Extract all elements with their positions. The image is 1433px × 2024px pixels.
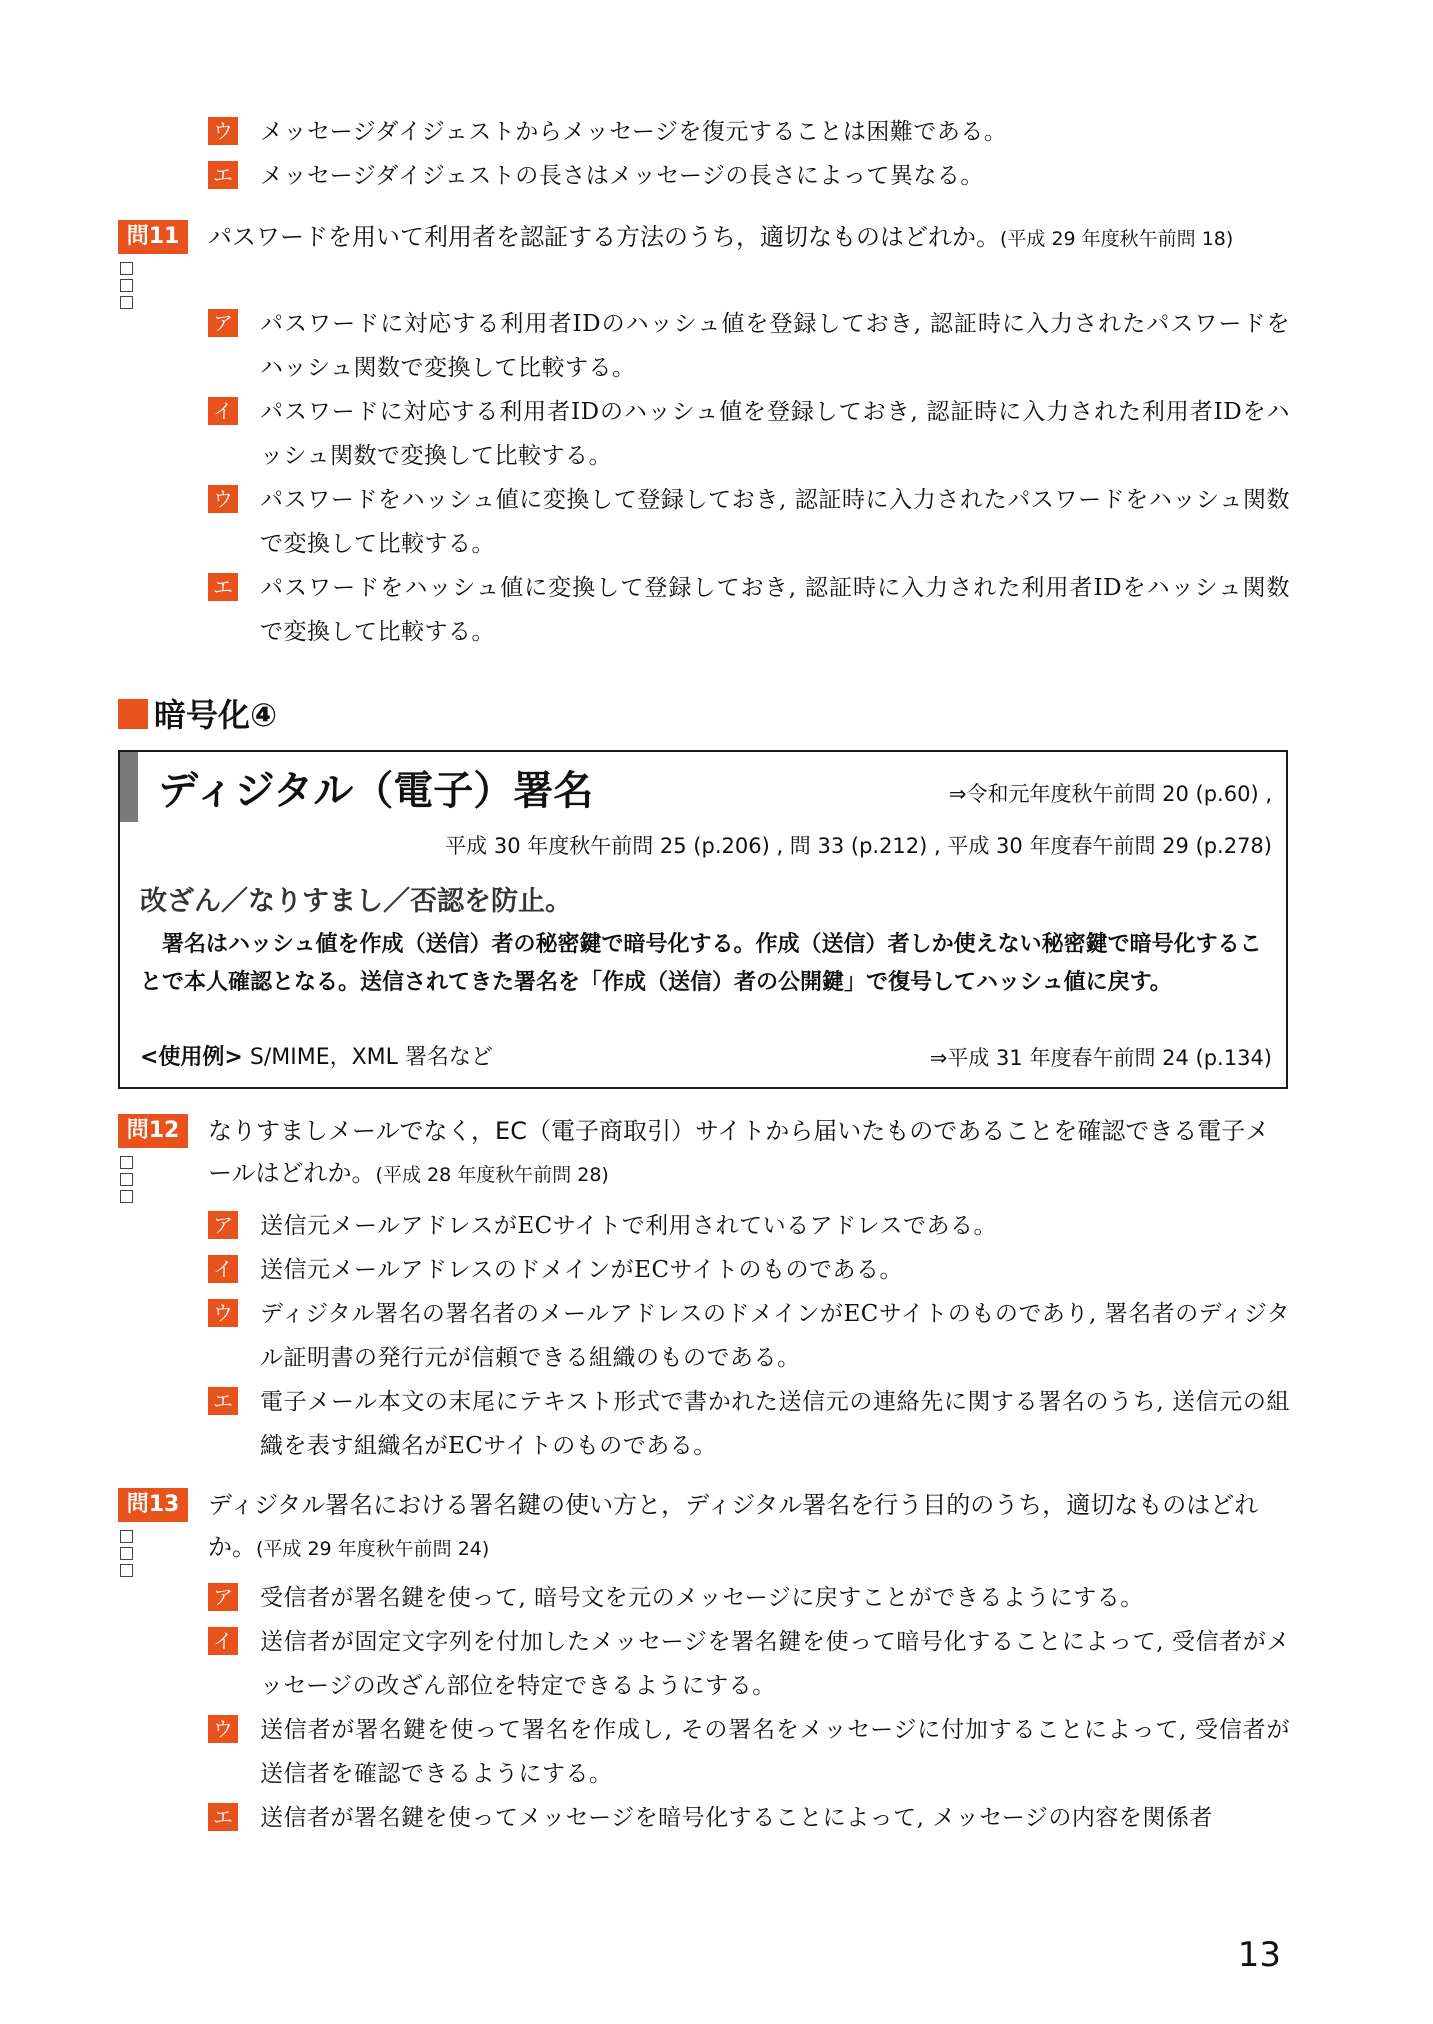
choice-text: 送信者が固定文字列を付加したメッセージを署名鍵を使って暗号化することによって, 受信者がメッセージの改ざん部位を特定できるようにする。 xyxy=(260,1629,1290,1699)
choice-label: イ xyxy=(208,1255,238,1283)
checkboxes[interactable] xyxy=(120,1530,134,1581)
question-source: (平成 28 年度秋午前問 28) xyxy=(375,1164,609,1186)
choice-text: メッセージダイジェストからメッセージを復元することは困難である。 xyxy=(260,119,1008,145)
question-badge: 問11 xyxy=(118,220,188,254)
question-source: (平成 29 年度秋午前問 18) xyxy=(1000,228,1234,250)
square-icon xyxy=(118,699,148,729)
question-source: (平成 29 年度秋午前問 24) xyxy=(256,1538,490,1560)
question-text: パスワードを用いて利用者を認証する方法のうち，適切なものはどれか。(平成 29 年度秋午前問 18) xyxy=(208,223,1234,251)
choice-text: 電子メール本文の末尾にテキスト形式で書かれた送信元の連絡先に関する署名のうち, 送信元の組織を表す組織名がECサイトのものである。 xyxy=(260,1389,1290,1459)
checkboxes[interactable] xyxy=(120,1156,134,1207)
choice-text: 送信元メールアドレスがECサイトで利用されているアドレスである。 xyxy=(260,1213,997,1239)
keypoint-reference: ⇒平成 31 年度春午前問 24 (p.134) xyxy=(929,1046,1272,1070)
choice-text: パスワードをハッシュ値に変換して登録しておき, 認証時に入力された利用者IDをハッシュ関数で変換して比較する。 xyxy=(260,575,1290,645)
title-bar-decoration xyxy=(120,752,138,822)
choice-text: 送信元メールアドレスのドメインがECサイトのものである。 xyxy=(260,1257,903,1283)
choice-text: パスワードに対応する利用者IDのハッシュ値を登録しておき, 認証時に入力されたパスワードをハッシュ関数で変換して比較する。 xyxy=(260,311,1290,381)
checkboxes[interactable] xyxy=(120,262,134,313)
choice-text: ディジタル署名の署名者のメールアドレスのドメインがECサイトのものであり, 署名者のディジタル証明書の発行元が信頼できる組織のものである。 xyxy=(260,1301,1290,1371)
question-12 xyxy=(118,1110,1290,1200)
question-11 xyxy=(118,216,1290,306)
choice-text: 送信者が署名鍵を使って署名を作成し, その署名をメッセージに付加することによって, 受信者が送信者を確認できるようにする。 xyxy=(260,1717,1290,1787)
question-text: なりすましメールでなく，EC（電子商取引）サイトから届いたものであることを確認できる電子メールはどれか。(平成 28 年度秋午前問 28) xyxy=(208,1117,1270,1187)
keypoint-title: ディジタル（電子）署名 xyxy=(158,768,594,814)
question-text: ディジタル署名における署名鍵の使い方と，ディジタル署名を行う目的のうち，適切なものはどれか。(平成 29 年度秋午前問 24) xyxy=(208,1491,1259,1561)
question-13 xyxy=(118,1484,1290,1574)
keypoint-reference: 平成 30 年度秋午前問 25 (p.206) , 問 33 (p.212) , 平成 30 年度春午前問 29 (p.278) xyxy=(445,834,1272,858)
keypoint-body: 署名はハッシュ値を作成（送信）者の秘密鍵で暗号化する。作成（送信）者しか使えない秘密鍵で暗号化することで本人確認となる。送信されてきた署名を「作成（送信）者の公開鍵」で復号してハッシュ値に戻す。 xyxy=(140,932,1262,995)
choice-label: ア xyxy=(208,1211,238,1239)
choice-label: ウ xyxy=(208,1299,238,1327)
question-badge: 問13 xyxy=(118,1488,188,1522)
choice-label: イ xyxy=(208,397,238,425)
page-number: 13 xyxy=(1237,1935,1281,1975)
choice-label: エ xyxy=(208,1803,238,1831)
choice-label: ウ xyxy=(208,485,238,513)
usage-example: <使用例> S/MIME，XML 署名など xyxy=(140,1045,493,1070)
keypoint-reference: ⇒令和元年度秋午前問 20 (p.60) , xyxy=(948,782,1272,806)
section-heading: 暗号化④ xyxy=(118,690,277,740)
question-badge: 問12 xyxy=(118,1114,188,1148)
choice-label: ウ xyxy=(208,1715,238,1743)
choice-text: パスワードをハッシュ値に変換して登録しておき, 認証時に入力されたパスワードをハッシュ関数で変換して比較する。 xyxy=(260,487,1290,557)
choice-label: エ xyxy=(208,161,238,189)
choice-label: ア xyxy=(208,309,238,337)
choice-label: ア xyxy=(208,1583,238,1611)
choice-label: エ xyxy=(208,1387,238,1415)
choice-label: エ xyxy=(208,573,238,601)
choice-text: 送信者が署名鍵を使ってメッセージを暗号化することによって, メッセージの内容を関係者 xyxy=(260,1805,1213,1831)
choice-text: パスワードに対応する利用者IDのハッシュ値を登録しておき, 認証時に入力された利用者IDをハッシュ関数で変換して比較する。 xyxy=(260,399,1290,469)
keypoint-subtitle: 改ざん／なりすまし／否認を防止。 xyxy=(140,886,572,917)
keypoint-box xyxy=(118,750,1288,1089)
choice-text: 受信者が署名鍵を使って, 暗号文を元のメッセージに戻すことができるようにする。 xyxy=(260,1585,1144,1611)
choice-label: ウ xyxy=(208,117,238,145)
choice-label: イ xyxy=(208,1627,238,1655)
choice-text: メッセージダイジェストの長さはメッセージの長さによって異なる。 xyxy=(260,163,984,189)
